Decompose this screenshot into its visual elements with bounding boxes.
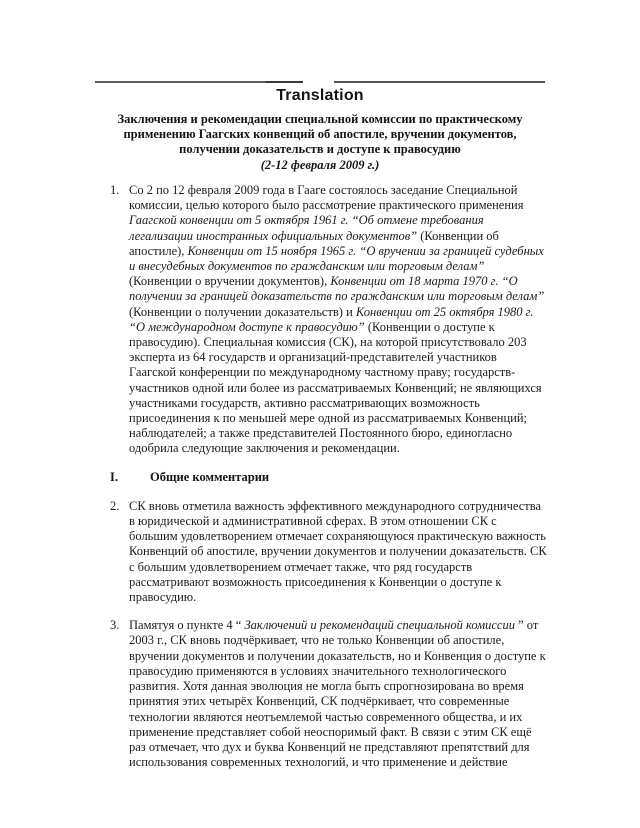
paragraph-text [129,618,547,770]
section-number: I. [110,469,118,484]
text-run: (Конвенции об апостиле), [129,228,499,258]
section-title: Общие комментарии [150,469,270,484]
paragraph-number: 2. [110,498,120,513]
numbered-paragraph [110,499,547,605]
title-block [103,112,537,173]
italic-text-run: Гаагской конвенции от 5 октября 1961 г. “Об отмене требования легализации иностранных официальных документов” [129,213,484,243]
divider-left-segment [95,81,303,83]
text-run: (Конвенции о доступе к правосудию). Специальная комиссия (СК), на которой присутствовало 203 эксперта из 64 государств и организаций-представителей участников Гаагской конференции по международному частному праву; государств-участников одной или более из рассматриваемых Конвенций; не являющихся участниками государств, активно рассматривающих возможность присоединения к по меньшей мере одной из рассматриваемых Конвенций; наблюдателей; а также представителей Постоянного бюро, единогласно одобрила следующие заключения и рекомендации. [129,319,542,456]
paragraph-number: 1. [110,183,120,197]
document-title: Заключения и рекомендации специальной комиссии по практическому применению Гаагских конвенций об апостиле, вручении документов, получении доказательств и доступе к правосудию [117,112,523,156]
translation-heading: Translation [276,87,364,104]
text-run: Памятуя о пункте 4 “ [129,618,245,633]
section-heading [110,470,547,485]
italic-text-run: Конвенции от 25 октября 1980 г. “О международном доступе к правосудию” [129,304,534,334]
paragraph-text [129,183,547,457]
text-run: СК вновь отметила важность эффективного международного сотрудничества в юридической и административной сферах. В этом отношении СК с большим удовлетворением отмечает сохраняющуюся практическую важность Конвенций об апостиле, вручении документов и получении доказательств. СК с большим удовлетворением отмечает также, что ряд государств рассматривают возможность присоединения к Конвенции о доступе к правосудию. [129,498,547,605]
divider-right-segment [334,81,545,83]
text-run: ” от 2003 г., СК вновь подчёркивает, что не только Конвенции об апостиле, вручении документов и получении доказательств, но и Конвенция о доступе к правосудию применяются в условиях значительного технологического развития. Хотя данная эволюция не могла быть спрогнозирована во время принятия этих четырёх Конвенций, СК подчёркивает, что современные технологии являются неотъемлемой частью современного общества, и их применение представляет собой неоспоримый факт. В связи с этим СК ещё раз отмечает, что дух и буква Конвенций не представляют препятствий для использования современных технологий, и что применение и действие [129,618,546,770]
numbered-paragraph [110,618,547,770]
text-run: (Конвенции о получении доказательств) и [129,304,356,319]
text-run: Со 2 по 12 февраля 2009 года в Гааге состоялось заседание Специальной комиссии, целью которого было рассмотрение практического применения [129,183,524,213]
paragraph-number: 3. [110,618,120,633]
header-divider [95,81,545,84]
italic-text-run: Заключений и рекомендаций специальной комиссии [244,618,515,633]
document-date: (2-12 февраля 2009 г.) [260,157,380,172]
numbered-paragraph [110,183,547,457]
paragraph-text [129,499,547,605]
italic-text-run: Конвенции от 18 марта 1970 г. “О получении за границей доказательств по гражданским или торговым делам” [129,274,545,304]
italic-text-run: Конвенции от 15 ноября 1965 г. “О вручении за границей судебных и внесудебных документов по гражданским или торговым делам” [129,243,544,274]
text-run: (Конвенции о вручении документов), [129,274,331,289]
divider-gap [303,81,334,83]
document-body [110,183,547,783]
